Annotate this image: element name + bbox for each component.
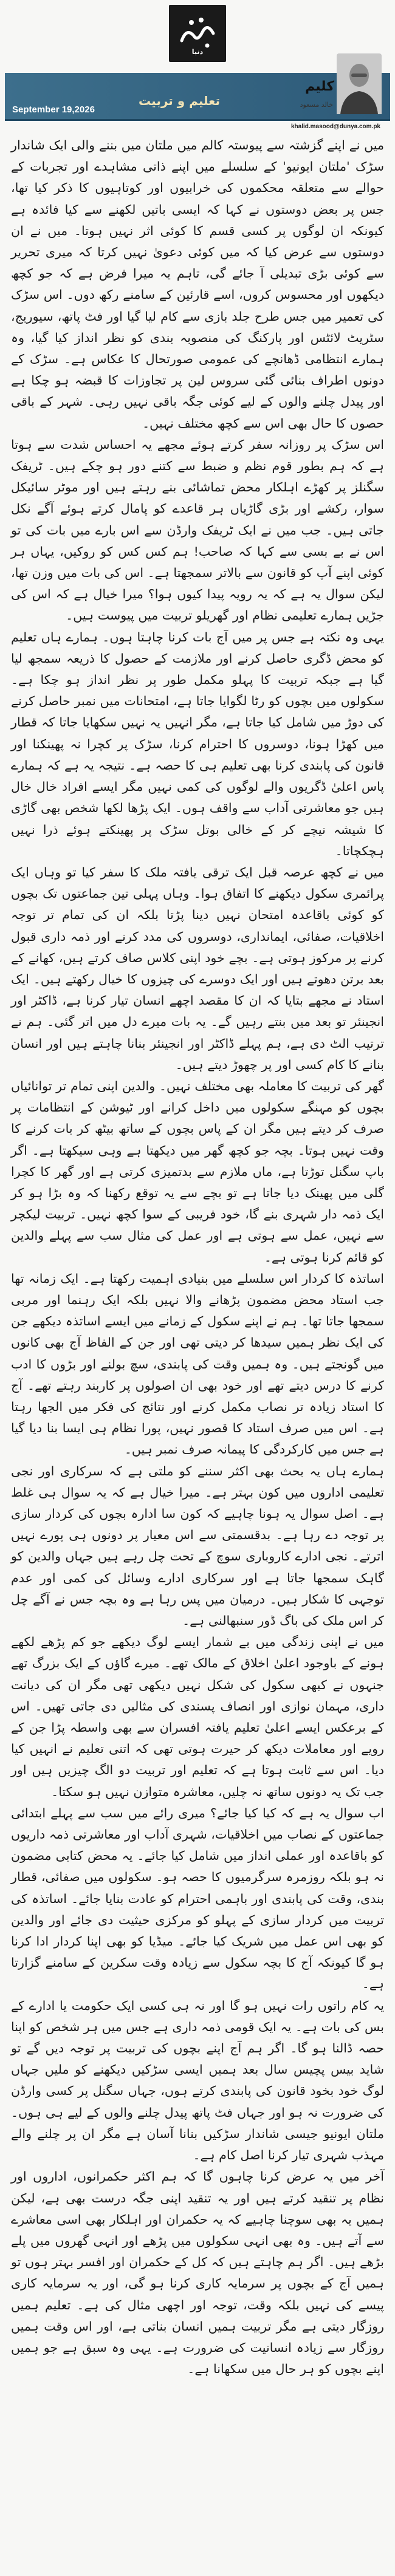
article-paragraph: یہی وہ نکتہ ہے جس پر میں آج بات کرنا چاہتا ہوں۔ ہمارے ہاں تعلیم کو محض ڈگری حاصل کرنے اور ملازمت کے حصول کا ذریعہ سمجھ لیا گیا ہے جبکہ تربیت کا پہلو مکمل طور پر نظر انداز ہو چکا ہے۔ سکولوں میں بچوں کو رٹا لگوایا جاتا ہے، امتحانات میں نمبر حاصل کرنے کی دوڑ میں شامل کیا جاتا ہے، مگر انہیں یہ نہیں سکھایا جاتا کہ قطار میں کھڑا ہونا، دوسروں کا احترام کرنا، سڑک پر کچرا نہ پھینکنا اور قانون کی پابندی کرنا بھی تعلیم ہی کا حصہ ہے۔ نتیجہ یہ ہے کہ ہمارے پاس اعلیٰ ڈگریوں والے لوگوں کی کمی نہیں مگر ایسے افراد خال خال ہیں جو معاشرتی آداب سے واقف ہوں۔ ایک پڑھا لکھا شخص بھی گاڑی کا شیشہ نیچے کر کے خالی بوتل سڑک پر پھینکتے ہوئے ذرا نہیں ہچکچاتا۔ [11, 629, 384, 858]
author-photo [337, 53, 382, 114]
author-email-link[interactable]: khalid.masood@dunya.com.pk [290, 123, 380, 130]
article-paragraph: اب سوال یہ ہے کہ کیا کیا جائے؟ میری رائے میں سب سے پہلے ابتدائی جماعتوں کے نصاب میں اخلاقیات، شہری آداب اور معاشرتی ذمہ داریوں کو باقاعدہ اور عملی انداز میں شامل کیا جائے۔ یہ محض کتابی مضمون نہ ہو بلکہ روزمرہ سرگرمیوں کا حصہ ہو۔ سکولوں میں صفائی، قطار بندی، وقت کی پابندی اور باہمی احترام کو عادت بنایا جائے۔ اساتذہ کی تربیت میں کردار سازی کے پہلو کو مرکزی حیثیت دی جائے اور والدین کو بھی اس عمل میں شریک کیا جائے۔ میڈیا کو بھی اپنا کردار ادا کرنا ہو گا کیونکہ آج کا بچہ سکول سے زیادہ وقت سکرین کے سامنے گزارتا ہے۔ [11, 1805, 384, 1992]
article-paragraph: یہ کام راتوں رات نہیں ہو گا اور نہ ہی کسی ایک حکومت یا ادارے کے بس کی بات ہے۔ یہ ایک قومی ذمہ داری ہے جس میں ہر شخص کو اپنا حصہ ڈالنا ہو گا۔ اگر ہم آج اپنے بچوں کی تربیت پر توجہ دیں گے تو شاید بیس پچیس سال بعد ہمیں ایسی سڑکیں دیکھنے کو ملیں جہاں لوگ خود بخود قانون کی پابندی کرتے ہوں، جہاں سگنل پر کسی وارڈن کی ضرورت نہ ہو اور جہاں فٹ پاتھ پیدل چلنے والوں کے لیے ہی ہوں۔ ملتان ایونیو جیسی شاندار سڑکیں بنانا آسان ہے مگر ان پر چلنے والے مہذب شہری تیار کرنا اصل کام ہے۔ [11, 1998, 384, 2163]
logo-mark-icon [173, 9, 222, 58]
article-paragraph: آخر میں یہ عرض کرنا چاہوں گا کہ ہم اکثر حکمرانوں، اداروں اور نظام پر تنقید کرتے ہیں اور یہ تنقید اپنی جگہ درست بھی ہے، لیکن ہمیں یہ بھی سوچنا چاہیے کہ یہ حکمران اور اہلکار بھی اسی معاشرے سے آتے ہیں۔ وہ بھی انہی سکولوں میں پڑھے اور انہی گھروں میں پلے بڑھے ہیں۔ اگر ہم چاہتے ہیں کہ کل کے حکمران اور افسر بہتر ہوں تو ہمیں آج کے بچوں پر سرمایہ کاری کرنا ہو گی، اور یہ سرمایہ کاری پیسے کی نہیں بلکہ وقت، توجہ اور اچھی مثال کی ہے۔ تعلیم ہمیں روزگار دیتی ہے مگر تربیت ہمیں انسان بناتی ہے، اور اس وقت ہمیں روزگار سے زیادہ انسانیت کی ضرورت ہے۔ یہی وہ سبق ہے جو ہمیں اپنے بچوں کو ہر حال میں سکھانا ہے۔ [11, 2169, 384, 2377]
article-body [11, 135, 384, 2380]
dunya-logo[interactable] [169, 5, 226, 62]
column-title: تعلیم و تربیت [139, 94, 220, 108]
article-paragraph: اس سڑک پر روزانہ سفر کرتے ہوئے مجھے یہ احساس شدت سے ہوتا ہے کہ ہم بطور قوم نظم و ضبط سے کتنے دور ہو چکے ہیں۔ ٹریفک سگنلز پر کھڑے اہلکار محض تماشائی بنے رہتے ہیں اور موٹر سائیکل سوار، رکشے اور بڑی گاڑیاں ہر قاعدے کو پامال کرتے ہوئے آگے نکل جاتی ہیں۔ جب میں نے ایک ٹریفک وارڈن سے اس بارے میں بات کی تو اس نے بے بسی سے کہا کہ صاحب! ہم کس کس کو روکیں، یہاں ہر کوئی اپنے آپ کو قانون سے بالاتر سمجھتا ہے۔ اس کی بات میں وزن تھا، لیکن سوال یہ ہے کہ یہ رویہ پیدا کیوں ہوا؟ میرا خیال ہے کہ اس کی جڑیں ہمارے تعلیمی نظام اور گھریلو تربیت میں پیوست ہیں۔ [11, 437, 384, 623]
article-paragraph: اساتذہ کا کردار اس سلسلے میں بنیادی اہمیت رکھتا ہے۔ ایک زمانہ تھا جب استاد محض مضمون پڑھانے والا نہیں بلکہ ایک رہنما اور مربی سمجھا جاتا تھا۔ ہم نے اپنے سکول کے زمانے میں ایسے اساتذہ دیکھے جن کی ایک نظر ہمیں سیدھا کر دیتی تھی اور جن کے الفاظ آج بھی کانوں میں گونجتے ہیں۔ وہ ہمیں وقت کی پابندی، سچ بولنے اور بڑوں کا ادب کرنے کا درس دیتے تھے اور خود بھی ان اصولوں پر کاربند رہتے تھے۔ آج کا استاد زیادہ تر نصاب مکمل کرنے اور نتائج کی فکر میں الجھا رہتا ہے۔ اس میں صرف استاد کا قصور نہیں، پورا نظام ہی ایسا بنا دیا گیا ہے جس میں کارکردگی کا پیمانہ صرف نمبر ہیں۔ [11, 1271, 384, 1457]
author-byline: خالد مسعود [300, 101, 333, 109]
publish-date: September 19,2026 [12, 104, 95, 115]
author-card [290, 53, 382, 121]
article-paragraph: ہمارے ہاں یہ بحث بھی اکثر سننے کو ملتی ہے کہ سرکاری اور نجی تعلیمی اداروں میں کون بہتر ہے۔ میرا خیال ہے کہ یہ سوال ہی غلط ہے۔ اصل سوال یہ ہونا چاہیے کہ کون سا ادارہ بچوں کی کردار سازی پر توجہ دے رہا ہے۔ بدقسمتی سے اس معیار پر دونوں ہی پورے نہیں اترتے۔ نجی ادارے کاروباری سوچ کے تحت چل رہے ہیں جہاں والدین کو گاہک سمجھا جاتا ہے اور سرکاری ادارے وسائل کی کمی اور عدم توجہی کا شکار ہیں۔ درمیان میں پس رہا ہے وہ بچہ جس نے آگے چل کر اس ملک کی باگ ڈور سنبھالنی ہے۔ [11, 1463, 384, 1628]
article-paragraph: گھر کی تربیت کا معاملہ بھی مختلف نہیں۔ والدین اپنی تمام تر توانائیاں بچوں کو مہنگے سکولوں میں داخل کرانے اور ٹیوشن کے انتظامات پر صرف کر دیتے ہیں مگر ان کے پاس بچوں کے ساتھ بیٹھ کر بات کرنے کا وقت نہیں ہوتا۔ بچہ جو کچھ گھر میں دیکھتا ہے وہی سیکھتا ہے۔ اگر باپ سگنل توڑتا ہے، ماں ملازم سے بدتمیزی کرتی ہے اور گھر کا کچرا گلی میں پھینک دیا جاتا ہے تو بچے سے یہ توقع رکھنا کہ وہ بڑا ہو کر ایک ذمہ دار شہری بنے گا، خود فریبی کے سوا کچھ نہیں۔ تربیت لیکچر سے نہیں، عمل سے ہوتی ہے اور عمل کی مثال سب سے پہلے والدین کو قائم کرنا ہوتی ہے۔ [11, 1078, 384, 1265]
article-paragraph: میں نے اپنے گزشتہ سے پیوستہ کالم میں ملتان میں بننے والی ایک شاندار سڑک 'ملتان ایونیو' کے سلسلے میں اپنے ذاتی مشاہدے اور تجربات کے حوالے سے متعلقہ محکموں کی خرابیوں اور کوتاہیوں کا ذکر کیا تھا، جس پر بعض دوستوں نے کہا کہ ایسی باتیں لکھنے سے کیا فائدہ ہے کیونکہ ان لوگوں پر کسی قسم کا کوئی اثر نہیں ہوتا۔ میں نے ان دوستوں سے عرض کیا کہ میں کوئی دعویٰ نہیں کرتا کہ میری تحریر سے کوئی بڑی تبدیلی آ جائے گی، تاہم یہ میرا فرض ہے کہ جو کچھ دیکھوں اور محسوس کروں، اسے قارئین کے سامنے رکھ دوں۔ اس سڑک کی تعمیر میں جس طرح جلد بازی سے کام لیا گیا اور فٹ پاتھ، سیوریج، سٹریٹ لائٹس اور پارکنگ کی منصوبہ بندی کو نظر انداز کیا گیا، وہ ہمارے انتظامی ڈھانچے کی عمومی صورتحال کا عکاس ہے۔ سڑک کے دونوں اطراف بنائی گئی سروس لین پر تجاوزات کا قبضہ ہو چکا ہے اور پیدل چلنے والوں کے لیے کوئی جگہ باقی نہیں رہی۔ شہر کے باقی حصوں کا حال بھی اس سے کچھ مختلف نہیں۔ [11, 138, 384, 431]
logo-text: دنیا [191, 48, 204, 56]
author-name: کلیم [304, 79, 334, 94]
article-paragraph: میں نے اپنی زندگی میں بے شمار ایسے لوگ دیکھے جو کم پڑھے لکھے ہونے کے باوجود اعلیٰ اخلاق کے مالک تھے۔ میرے گاؤں کے ایک بزرگ تھے جنہوں نے کبھی سکول کی شکل نہیں دیکھی تھی مگر ان کی دیانت داری، مہمان نوازی اور انصاف پسندی کی مثالیں دی جاتی تھیں۔ اس کے برعکس ایسے اعلیٰ تعلیم یافتہ افسران سے بھی واسطہ پڑا جن کے رویے اور معاملات دیکھ کر حیرت ہوتی تھی کہ اتنی تعلیم نے انہیں کیا دیا۔ اس سے ثابت ہوتا ہے کہ تعلیم اور تربیت دو الگ چیزیں ہیں اور جب تک یہ دونوں ساتھ نہ چلیں، معاشرہ متوازن نہیں ہو سکتا۔ [11, 1635, 384, 1799]
author-portrait-icon [337, 53, 382, 114]
article-paragraph: میں نے کچھ عرصہ قبل ایک ترقی یافتہ ملک کا سفر کیا تو وہاں ایک پرائمری سکول دیکھنے کا اتفاق ہوا۔ وہاں پہلی تین جماعتوں تک بچوں کو کوئی باقاعدہ امتحان نہیں دینا پڑتا بلکہ ان کی تمام تر توجہ اخلاقیات، صفائی، ایمانداری، دوسروں کی مدد کرنے اور ذمہ داری قبول کرنے پر مرکوز ہوتی ہے۔ بچے خود اپنی کلاس صاف کرتے ہیں، کھانے کے بعد برتن دھوتے ہیں اور ایک دوسرے کی چیزوں کا خیال رکھتے ہیں۔ ایک استاد نے مجھے بتایا کہ ان کا مقصد اچھے انسان تیار کرنا ہے، ڈاکٹر اور انجینئر تو بعد میں بنتے رہیں گے۔ یہ بات میرے دل میں اتر گئی۔ ہم نے ترتیب الٹ دی ہے، ہم پہلے ڈاکٹر اور انجینئر بنانا چاہتے ہیں اور انسان بنانے کا کام کسی اور پر چھوڑ دیتے ہیں۔ [11, 864, 384, 1072]
